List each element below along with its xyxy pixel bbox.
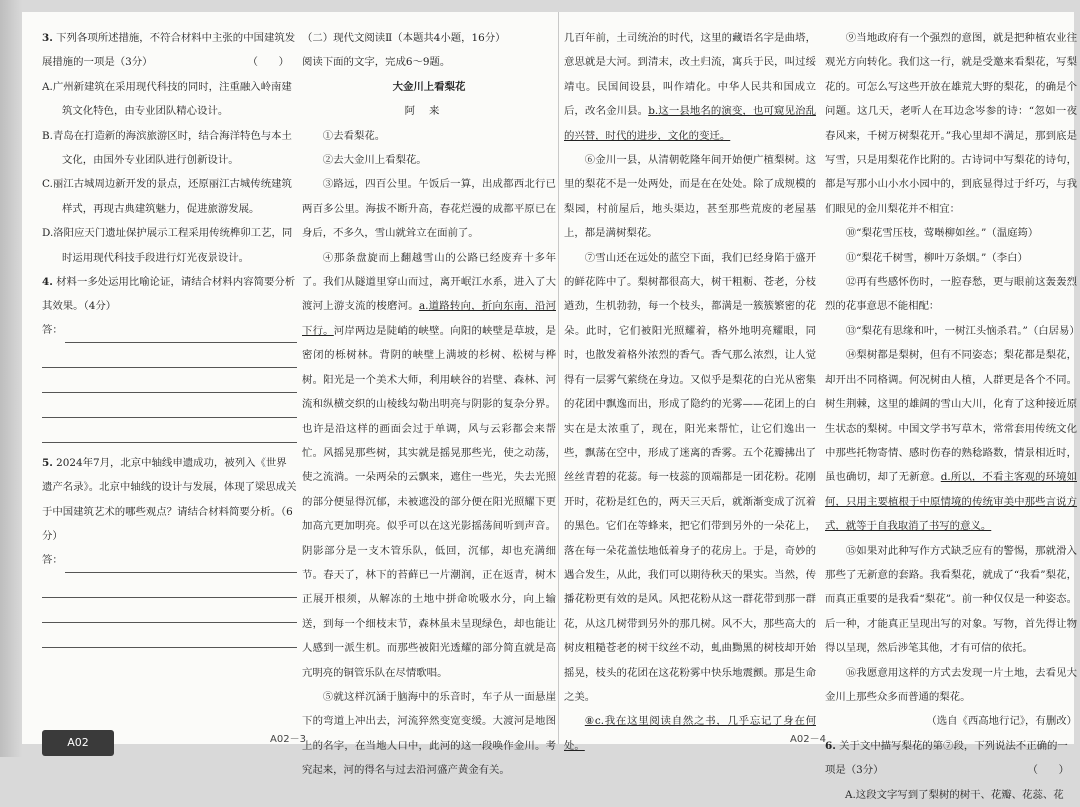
column-essay-start bbox=[302, 26, 556, 783]
paragraph: ⑯我愿意用这样的方式去发现一片土地，去看见大金川上那些众多而普通的梨花。 bbox=[825, 666, 1077, 703]
question-5 bbox=[42, 451, 297, 549]
option-a: A.这段文字写到了梨树的树干、花瓣、花蕊、花 bbox=[845, 788, 1064, 801]
paragraph: ④那条盘旋而上翻越雪山的公路已经废弃十多年了。我们从隧道里穿山而过，离开岷江水系，进入了大渡河上游支流的梭磨河。a.道路转向，折向东南，沿河下行。河岸两边是陡峭的峡壁。向阳的峡壁是草坡，是密闭的栎树林。背阴的峡壁上满坡的杉树、松树与桦树。阳光是一个美术大师，利用峡谷的岩壁、森林、河流和纵横交织的山棱线勾勒出明亮与阴影的复杂分界。也许是沿这样的画面会过于单调，风与云彩都会来帮忙。风摇晃那些树，其实就是摇晃那些光，使之动荡，使之流淌。一朵两朵的云飘来，遮住一些光，失去光照的部分便显得沉郁，未被遮没的部分便在阳光照耀下更加高亢更加明亮。似乎可以在这光影摇荡间听到声音。阴影部分是一支木管乐队，低回，沉郁，却也充满细节。春天了，林下的苔藓已一片潮润，正在返青，树木正展开根须，从解冻的土地中拼命吮吸水分，向上输送，到每一个细枝末节，森林虽未呈现绿色，却也能让人感到一派生机。而那些被阳光透耀的部分简直就是高亢明亮的铜管乐队在尽情歌唱。 bbox=[302, 251, 557, 679]
paragraph: ⑦雪山还在远处的蓝空下面，我们已经身陷于盛开的鲜花阵中了。梨树都很高大，树干粗粝、苍老，分枝遒劲，生机勃勃，每一个枝头，都满是一簇簇繁密的花朵。此时，它们被阳光照耀着，格外地明亮耀眼，同时，也散发着格外浓烈的香气。香气那么浓烈，让人觉得有一层雾气萦绕在身边。又似乎是梨花的白光从密集的花团中飘逸而出，形成了隐约的光雾——花团上的白实在是太浓重了，现在，阳光来帮忙，让它们逸出一些，飘荡在空中，形成了迷离的香雾。五个花瓣拂出了丝丝青碧的花蕊。每一枝蕊的顶端都是一团花粉。花刚开时，花粉是红色的，两天三天后，就渐渐变成了沉着的黑色。它们在等蜂来，把它们带到另外的一朵花上，落在每一朵花盖怯地低着身子的花房上。于是，奇妙的遇合发生，从此，我们可以期待秋天的果实。当然，传播花粉更有效的是风。风把花粉从这一群花带到那一群花，从这几树带到另外的那几树。风不大，那些高大的树皮粗糙苍老的树干纹丝不动，虬曲黝黑的树枝却开始摇晃，枝头的花团在这花粉雾中快乐地震颤。那是生命之美。 bbox=[564, 251, 816, 703]
paragraph: ⑥金川一县，从清朝乾隆年间开始便广植梨树。这里的梨花不是一处两处，而是在在处处。除了成规模的梨园，村前屋后，地头渠边，甚至那些荒废的老屋基上，都是满树梨花。 bbox=[564, 154, 816, 240]
answer-line[interactable] bbox=[42, 343, 297, 368]
question-stem: 材料一多处运用比喻论证，请结合材料内容简要分析其效果。（4分） bbox=[42, 276, 296, 313]
answer-line[interactable] bbox=[42, 623, 297, 648]
exam-sheet bbox=[22, 12, 1080, 801]
answer-line[interactable]: 答： bbox=[42, 319, 297, 343]
footer-tag: A02 bbox=[42, 730, 114, 756]
page-divider bbox=[558, 12, 559, 744]
question-4 bbox=[42, 270, 297, 319]
page-number: A02－4 bbox=[790, 734, 826, 745]
question-number: 6. bbox=[825, 739, 836, 752]
page-number: A02－3 bbox=[270, 734, 306, 745]
source-note: （选自《西高地行记》，有删改） bbox=[926, 715, 1077, 728]
question-3 bbox=[42, 26, 297, 75]
paragraph: ⑨当地政府有一个强烈的意图，就是把种植农业往观光方向转化。我们这一行，就是受邀来看梨花，写梨花的。可怎么写这些开放在雄荒大野的梨花，的确是个问题。这几天，老听人在耳边念岑参的诗：“忽如一夜春风来，千树万树梨花开。”我心里却不满足，那到底是写雪，只是用梨花作比附的。古诗词中写梨花的诗句，都是写那小山小水小园中的，到底显得过于纤巧，与我们眼见的金川梨花并不相宜： bbox=[825, 32, 1077, 215]
paragraph: ⑮如果对此种写作方式缺乏应有的警惕，那就滑入那些了无新意的套路。我看梨花，就成了“我看”梨花，而真正重要的是我看“梨花”。前一种仅仅是一种姿态。后一种，才能真正呈现出写的对象。写物，首先得让物得以呈现，然后涉笔其他，才有可信的依托。 bbox=[825, 544, 1077, 655]
poem-quote: ⑪“梨花千树雪，柳叶万条烟。”（李白） bbox=[845, 251, 1028, 264]
column-questions bbox=[42, 26, 297, 648]
answer-line[interactable] bbox=[42, 418, 297, 443]
option-d: D.洛阳应天门遗址保护展示工程采用传统榫卯工艺，同时运用现代科技手段进行灯光夜景设计。 bbox=[42, 227, 293, 264]
answer-line[interactable]: 答： bbox=[42, 549, 297, 573]
essay-title: 大金川上看梨花 bbox=[392, 80, 466, 93]
option-b: B.青岛在打造新的海滨旅游区时，结合海洋特色与本土文化，由国外专业团队进行创新设计。 bbox=[42, 129, 292, 167]
underlined-sentence-d: d.所以，不看主客观的环境如何，只用主要植根于中原情境的传统审美中那些言说方式，就等于自我取消了书写的意义。 bbox=[825, 471, 1078, 533]
underlined-sentence-c: ⑧c.我在这里阅读自然之书，几乎忘记了身在何处。 bbox=[564, 715, 816, 752]
column-essay-end bbox=[825, 26, 1080, 807]
essay-author: 阿来 bbox=[404, 105, 454, 118]
paragraph: ⑤就这样沉涵于脑海中的乐音时，车子从一面悬崖下的弯道上冲出去，河流猝然变宽变缓。大渡河是地图上的名字，在当地人口中，此河的这一段唤作金川。考究起来，河的得名与过去沿河盛产黄金有关。 bbox=[302, 690, 556, 777]
question-number: 3. bbox=[42, 32, 53, 44]
answer-bracket: （ ） bbox=[247, 56, 289, 69]
answer-line[interactable] bbox=[42, 598, 297, 623]
answer-bracket: （ ） bbox=[1027, 764, 1069, 777]
question-6 bbox=[825, 734, 1077, 783]
answer-line[interactable] bbox=[42, 368, 297, 393]
underlined-sentence-b: b.这一县地名的演变，也可窥见治乱的兴替，时代的进步，文化的变迁。 bbox=[564, 105, 817, 142]
paragraph: ①去看梨花。 bbox=[322, 129, 386, 142]
paragraph: ⑭梨树都是梨树，但有不同姿态；梨花都是梨花，却开出不同格调。何况树由人植，人群更是各个不同。树生荆棘，这里的雄阔的雪山大川，化育了这种接近原生状态的梨树。中国文学书写草木，常常套用传统文化中那些托物寄情、感时伤春的熟稔路数，情景相近时，虽也确切，却了无新意。d.所以，不看主客观的环境如何，只用主要植根于中原情境的传统审美中那些言说方式，就等于自我取消了书写的意义。 bbox=[825, 349, 1078, 533]
paragraph: 几百年前，土司统治的时代，这里的藏语名字是曲塔，意思就是大河。到清末，改土归流，寓兵于民，叫过绥靖屯。民国间设县，叫作靖化。中华人民共和国成立后，改名金川县。b.这一县地名的演变，也可窥见治乱的兴替，时代的进步，文化的变迁。 bbox=[564, 32, 817, 142]
question-stem: 关于文中描写梨花的第⑦段，下列说法不正确的一项是（3分） bbox=[825, 739, 1068, 777]
option-c: C.丽江古城周边新开发的景点，还原丽江古城传统建筑样式，再现古典建筑魅力，促进旅游发展。 bbox=[42, 178, 292, 215]
column-essay-middle bbox=[564, 26, 816, 758]
poem-quote: ⑬“梨花有思缘和叶，一树江头恼杀君。”（白居易） bbox=[845, 324, 1080, 337]
question-stem: 2024年7月，北京中轴线申遗成功，被列入《世界遗产名录》。北京中轴线的设计与发展，体现了梁思成关于中国建筑艺术的哪些观点？请结合材料简要分析。（6分） bbox=[42, 456, 297, 543]
reading-instruction: 阅读下面的文字，完成6～9题。 bbox=[302, 56, 451, 69]
question-number: 5. bbox=[42, 456, 53, 469]
poem-quote: ⑩“梨花雪压枝，莺啭柳如丝。”（温庭筠） bbox=[845, 227, 1039, 240]
answer-line[interactable] bbox=[42, 393, 297, 418]
question-number: 4. bbox=[42, 276, 53, 289]
underlined-sentence-a: a.道路转向，折向东南，沿河下行。 bbox=[302, 300, 556, 337]
paragraph: ⑫再有些感怀伤时，一腔春愁，更与眼前这轰轰烈烈的花事意思不能相配： bbox=[825, 276, 1077, 313]
paragraph: ②去大金川上看梨花。 bbox=[322, 154, 427, 167]
page-shadow bbox=[0, 0, 22, 757]
section-heading: （二）现代文阅读Ⅱ（本题共4小题，16分） bbox=[302, 32, 506, 44]
option-a: A.广州新建筑在采用现代科技的同时，注重融入岭南建筑文化特色，由专业团队精心设计。 bbox=[42, 80, 292, 118]
answer-line[interactable] bbox=[42, 573, 297, 598]
paragraph: ③路远，四百公里。午饭后一算，出成都西北行已两百多公里。海拔不断升高，春花烂漫的成都平原已在身后，不多久，雪山就耸立在面前了。 bbox=[302, 178, 556, 240]
question-stem: 下列各项所述措施，不符合材料中主张的中国建筑发展措施的一项是（3分） bbox=[42, 32, 296, 69]
